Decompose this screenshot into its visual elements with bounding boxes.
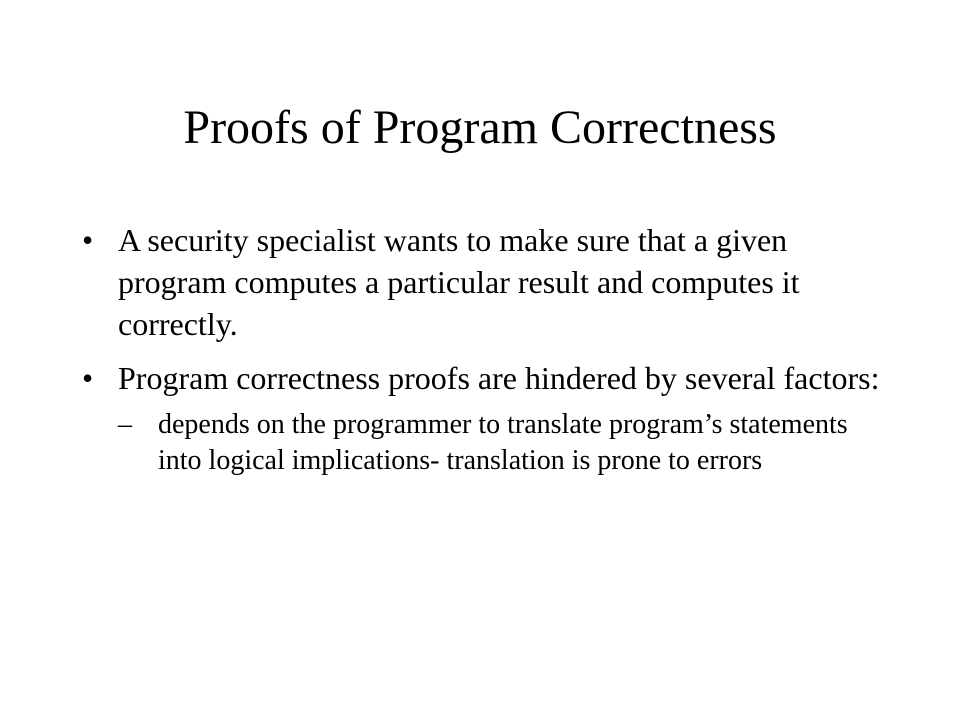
bullet-text: Program correctness proofs are hindered by several factors: (118, 360, 880, 396)
bullet-list (82, 219, 882, 491)
sub-bullet-text: depends on the programmer to translate program’s statements into logical implications- translation is prone to errors (158, 409, 848, 476)
bullet-marker: • (82, 222, 94, 258)
sub-bullet-marker: – (118, 409, 132, 440)
sub-bullet-item (118, 407, 882, 479)
slide-title: Proofs of Program Correctness (183, 101, 777, 154)
sub-bullet-list (118, 407, 882, 479)
bullet-item (82, 219, 882, 345)
bullet-text: A security specialist wants to make sure that a given program computes a particular result and computes it correctly. (118, 222, 800, 342)
bullet-marker: • (82, 360, 94, 396)
bullet-item (82, 357, 882, 479)
